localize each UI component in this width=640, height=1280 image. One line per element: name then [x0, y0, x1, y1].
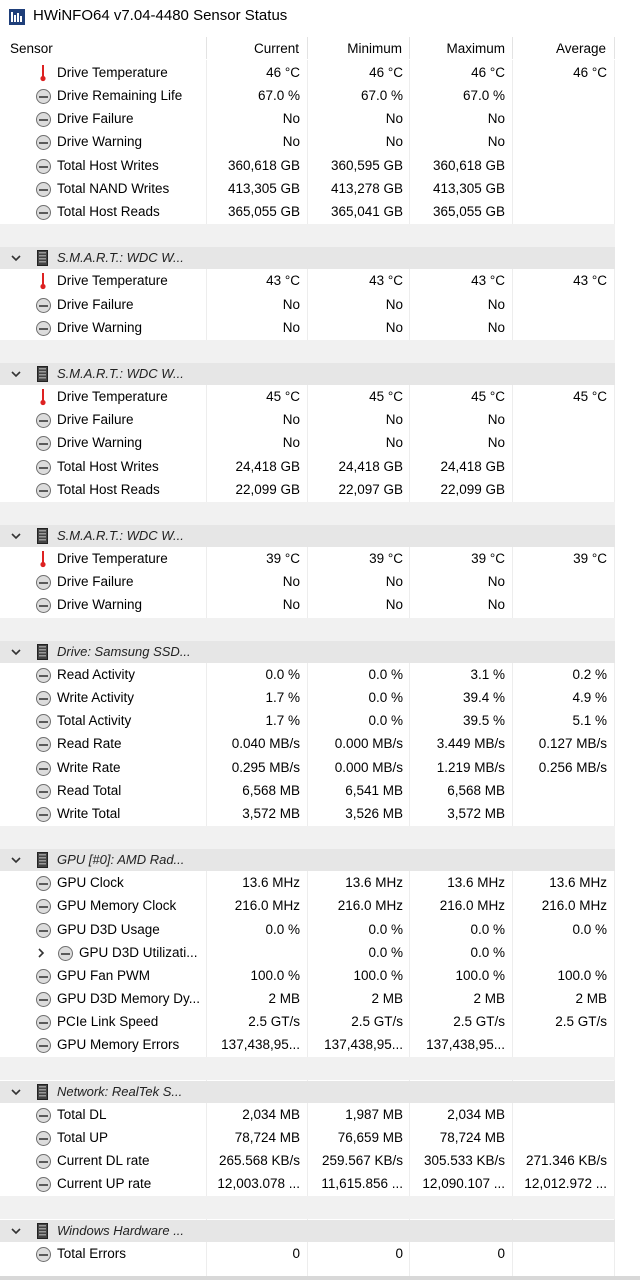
value-maximum: No	[487, 574, 505, 589]
value-minimum: 0.0 %	[368, 713, 403, 728]
value-minimum: 0	[395, 1246, 403, 1261]
sensor-icon	[36, 205, 51, 220]
sensor-label: Total Errors	[57, 1246, 127, 1261]
sensor-label: GPU Fan PWM	[57, 968, 151, 983]
value-minimum: 0.000 MB/s	[334, 736, 403, 751]
header-divider[interactable]	[614, 37, 615, 59]
value-current: 0	[292, 1246, 300, 1261]
value-current: 67.0 %	[257, 88, 300, 103]
hwinfo-app-icon	[9, 9, 25, 25]
value-current: 0.295 MB/s	[231, 760, 300, 775]
value-current: 2 MB	[268, 991, 300, 1006]
sensor-label: GPU D3D Usage	[57, 922, 160, 937]
value-current: 413,305 GB	[227, 181, 300, 196]
value-maximum: 0.0 %	[470, 922, 505, 937]
value-current: 0.0 %	[265, 667, 300, 682]
sensor-label: Write Total	[57, 806, 121, 821]
value-maximum: No	[487, 297, 505, 312]
value-maximum: 100.0 %	[455, 968, 505, 983]
sensor-row[interactable]	[0, 1173, 640, 1196]
value-current: 24,418 GB	[235, 459, 300, 474]
value-minimum: No	[385, 435, 403, 450]
value-maximum: 45 °C	[471, 389, 505, 404]
sensor-label: Total Activity	[57, 713, 132, 728]
value-maximum: 0.0 %	[470, 945, 505, 960]
sensor-row[interactable]	[0, 386, 640, 409]
sensor-icon	[36, 575, 51, 590]
sensor-icon	[58, 946, 73, 961]
value-maximum: 22,099 GB	[440, 482, 505, 497]
value-maximum: No	[487, 597, 505, 612]
value-maximum: 78,724 MB	[439, 1130, 505, 1145]
chevron-down-icon[interactable]	[10, 530, 22, 542]
sensor-icon	[36, 969, 51, 984]
value-current: 137,438,95...	[221, 1037, 300, 1052]
value-minimum: 11,615.856 ...	[321, 1176, 403, 1191]
sensor-label: Drive Temperature	[57, 273, 168, 288]
value-current: 13.6 MHz	[242, 875, 300, 890]
sensor-label: Total Host Writes	[57, 459, 159, 474]
value-average: 12,012.972 ...	[524, 1176, 607, 1191]
value-current: No	[282, 297, 300, 312]
sensor-row[interactable]	[0, 270, 640, 293]
sensor-label: Current UP rate	[57, 1176, 152, 1191]
value-maximum: 2,034 MB	[447, 1107, 505, 1122]
value-maximum: 216.0 MHz	[439, 898, 505, 913]
value-minimum: 6,541 MB	[345, 783, 403, 798]
sensor-icon	[36, 923, 51, 938]
value-average: 5.1 %	[572, 713, 607, 728]
sensor-row[interactable]	[0, 571, 640, 594]
sensor-label: Read Rate	[57, 736, 122, 751]
value-current: 1.7 %	[265, 713, 300, 728]
value-minimum: 45 °C	[369, 389, 403, 404]
value-current: 46 °C	[266, 65, 300, 80]
sensor-label: Drive Remaining Life	[57, 88, 183, 103]
sensor-label: Total DL	[57, 1107, 107, 1122]
sensor-icon	[36, 737, 51, 752]
sensor-row[interactable]	[0, 85, 640, 108]
sensor-group-row[interactable]	[0, 525, 640, 548]
sensor-label: Write Rate	[57, 760, 121, 775]
value-current: No	[282, 597, 300, 612]
value-average: 13.6 MHz	[549, 875, 607, 890]
value-minimum: No	[385, 111, 403, 126]
sensor-label: Drive Warning	[57, 134, 143, 149]
value-current: 22,099 GB	[235, 482, 300, 497]
sensor-icon	[36, 436, 51, 451]
sensor-icon	[36, 182, 51, 197]
value-current: No	[282, 574, 300, 589]
header-current[interactable]: Current	[253, 41, 299, 56]
drive-icon	[37, 1084, 48, 1100]
value-current: 216.0 MHz	[234, 898, 300, 913]
sensor-label: Drive Temperature	[57, 389, 168, 404]
value-minimum: 0.0 %	[368, 945, 403, 960]
thermometer-icon	[40, 550, 46, 568]
sensor-row[interactable]	[0, 294, 640, 317]
value-average: 2.5 GT/s	[555, 1014, 607, 1029]
header-maximum[interactable]: Maximum	[446, 41, 505, 56]
chevron-down-icon[interactable]	[10, 368, 22, 380]
sensor-label: Drive Failure	[57, 574, 134, 589]
sensor-row[interactable]	[0, 664, 640, 687]
thermometer-icon	[40, 64, 46, 82]
sensor-row[interactable]	[0, 155, 640, 178]
value-average: 271.346 KB/s	[525, 1153, 607, 1168]
drive-icon	[37, 852, 48, 868]
value-minimum: 259.567 KB/s	[321, 1153, 403, 1168]
sensor-icon	[36, 413, 51, 428]
value-maximum: 13.6 MHz	[447, 875, 505, 890]
value-minimum: 216.0 MHz	[337, 898, 403, 913]
value-minimum: No	[385, 412, 403, 427]
sensor-icon	[36, 321, 51, 336]
value-minimum: 365,041 GB	[330, 204, 403, 219]
value-minimum: No	[385, 134, 403, 149]
value-average: 0.2 %	[572, 667, 607, 682]
value-current: 0.0 %	[265, 922, 300, 937]
chevron-right-icon[interactable]	[36, 947, 46, 959]
group-spacer	[0, 826, 615, 849]
value-minimum: 0.0 %	[368, 922, 403, 937]
title-bar[interactable]	[0, 0, 640, 33]
value-maximum: 3.1 %	[470, 667, 505, 682]
value-maximum: No	[487, 134, 505, 149]
chevron-down-icon[interactable]	[10, 646, 22, 658]
value-minimum: No	[385, 297, 403, 312]
sensor-row[interactable]	[0, 432, 640, 455]
window-title: HWiNFO64 v7.04-4480 Sensor Status	[33, 7, 288, 24]
sensor-row[interactable]	[0, 201, 640, 224]
value-current: No	[282, 134, 300, 149]
value-minimum: 46 °C	[369, 65, 403, 80]
drive-icon	[37, 1223, 48, 1239]
sensor-row[interactable]	[0, 872, 640, 895]
sensor-row[interactable]	[0, 965, 640, 988]
value-minimum: 22,097 GB	[338, 482, 403, 497]
sensor-row[interactable]	[0, 409, 640, 432]
sensor-icon	[36, 876, 51, 891]
sensor-icon	[36, 460, 51, 475]
sensor-label: Total Host Reads	[57, 482, 160, 497]
group-label: S.M.A.R.T.: WDC W...	[57, 528, 184, 543]
value-maximum: 3,572 MB	[447, 806, 505, 821]
sensor-label: Write Activity	[57, 690, 135, 705]
sensor-row[interactable]	[0, 178, 640, 201]
sensor-label: Drive Warning	[57, 435, 143, 450]
sensor-icon	[36, 1038, 51, 1053]
value-minimum: 2 MB	[371, 991, 403, 1006]
value-average: 45 °C	[573, 389, 607, 404]
group-label: Windows Hardware ...	[57, 1223, 185, 1238]
sensor-row[interactable]	[0, 1243, 640, 1266]
sensor-row[interactable]	[0, 757, 640, 780]
value-minimum: No	[385, 574, 403, 589]
sensor-icon	[36, 691, 51, 706]
sensor-icon	[36, 135, 51, 150]
value-current: 2,034 MB	[242, 1107, 300, 1122]
value-maximum: No	[487, 412, 505, 427]
sensor-label: Total NAND Writes	[57, 181, 170, 196]
value-minimum: 413,278 GB	[330, 181, 403, 196]
value-maximum: 12,090.107 ...	[422, 1176, 505, 1191]
sensor-label: PCIe Link Speed	[57, 1014, 159, 1029]
thermometer-icon	[40, 272, 46, 290]
sensor-row[interactable]	[0, 1127, 640, 1150]
value-minimum: 100.0 %	[353, 968, 403, 983]
sensor-row[interactable]	[0, 780, 640, 803]
value-maximum: 67.0 %	[462, 88, 505, 103]
value-maximum: 39 °C	[471, 551, 505, 566]
value-current: 43 °C	[266, 273, 300, 288]
header-divider[interactable]	[512, 37, 513, 59]
header-divider[interactable]	[307, 37, 308, 59]
sensor-label: Drive Warning	[57, 597, 143, 612]
value-minimum: 1,987 MB	[345, 1107, 403, 1122]
value-current: No	[282, 111, 300, 126]
sensor-group-row[interactable]	[0, 247, 640, 270]
sensor-row[interactable]	[0, 1104, 640, 1127]
value-average: 39 °C	[573, 551, 607, 566]
drive-icon	[37, 644, 48, 660]
sensor-row[interactable]	[0, 1150, 640, 1173]
value-current: 39 °C	[266, 551, 300, 566]
sensor-row[interactable]	[0, 594, 640, 617]
value-minimum: 0.0 %	[368, 690, 403, 705]
value-average: 0.0 %	[572, 922, 607, 937]
value-current: 360,618 GB	[227, 158, 300, 173]
header-minimum[interactable]: Minimum	[347, 41, 402, 56]
sensor-row[interactable]	[0, 548, 640, 571]
sensor-label: GPU Memory Clock	[57, 898, 177, 913]
value-average: 46 °C	[573, 65, 607, 80]
group-spacer	[0, 224, 615, 247]
value-maximum: 360,618 GB	[432, 158, 505, 173]
value-maximum: 2 MB	[473, 991, 505, 1006]
sensor-row[interactable]	[0, 1034, 640, 1057]
value-maximum: 6,568 MB	[447, 783, 505, 798]
sensor-group-row[interactable]	[0, 849, 640, 872]
sensor-icon	[36, 1154, 51, 1169]
value-maximum: No	[487, 111, 505, 126]
sensor-icon	[36, 159, 51, 174]
group-label: GPU [#0]: AMD Rad...	[57, 852, 185, 867]
sensor-icon	[36, 1015, 51, 1030]
sensor-row[interactable]	[0, 895, 640, 918]
value-average: 4.9 %	[572, 690, 607, 705]
value-minimum: 43 °C	[369, 273, 403, 288]
sensor-icon	[36, 807, 51, 822]
sensor-icon	[36, 761, 51, 776]
sensor-row[interactable]	[0, 456, 640, 479]
sensor-row[interactable]	[0, 108, 640, 131]
sensor-row[interactable]	[0, 803, 640, 826]
sensor-icon	[36, 1177, 51, 1192]
sensor-label: Read Activity	[57, 667, 136, 682]
sensor-label: GPU Clock	[57, 875, 124, 890]
header-sensor[interactable]: Sensor	[10, 41, 53, 56]
sensor-label: Drive Temperature	[57, 65, 168, 80]
value-average: 0.256 MB/s	[538, 760, 607, 775]
value-current: 100.0 %	[250, 968, 300, 983]
sensor-label: Total UP	[57, 1130, 109, 1145]
group-spacer	[0, 1057, 615, 1080]
sensor-row[interactable]	[0, 988, 640, 1011]
value-maximum: 39.4 %	[462, 690, 505, 705]
sensor-label: Total Host Writes	[57, 158, 159, 173]
sensor-label: Drive Failure	[57, 111, 134, 126]
value-maximum: No	[487, 320, 505, 335]
value-current: 78,724 MB	[234, 1130, 300, 1145]
sensor-icon	[36, 992, 51, 1007]
sensor-icon	[36, 1247, 51, 1262]
drive-icon	[37, 250, 48, 266]
value-minimum: 67.0 %	[360, 88, 403, 103]
header-divider[interactable]	[409, 37, 410, 59]
value-average: 216.0 MHz	[541, 898, 607, 913]
group-label: S.M.A.R.T.: WDC W...	[57, 366, 184, 381]
sensor-label: Drive Temperature	[57, 551, 168, 566]
sensor-row[interactable]	[0, 710, 640, 733]
sensor-label: Current DL rate	[57, 1153, 150, 1168]
value-current: 1.7 %	[265, 690, 300, 705]
sensor-icon	[36, 899, 51, 914]
value-current: 0.040 MB/s	[231, 736, 300, 751]
value-maximum: 46 °C	[471, 65, 505, 80]
value-current: 45 °C	[266, 389, 300, 404]
value-current: 365,055 GB	[227, 204, 300, 219]
value-current: 6,568 MB	[242, 783, 300, 798]
sensor-icon	[36, 483, 51, 498]
value-minimum: 0.000 MB/s	[334, 760, 403, 775]
value-maximum: 3.449 MB/s	[436, 736, 505, 751]
group-spacer	[0, 340, 615, 363]
sensor-row[interactable]	[0, 131, 640, 154]
value-maximum: 43 °C	[471, 273, 505, 288]
value-maximum: 39.5 %	[462, 713, 505, 728]
value-current: No	[282, 412, 300, 427]
sensor-group-row[interactable]	[0, 1220, 640, 1243]
sensor-icon	[36, 714, 51, 729]
sensor-icon	[36, 89, 51, 104]
sensor-row[interactable]	[0, 687, 640, 710]
value-current: 12,003.078 ...	[217, 1176, 300, 1191]
header-divider[interactable]	[206, 37, 207, 59]
chevron-down-icon[interactable]	[10, 252, 22, 264]
value-minimum: No	[385, 597, 403, 612]
sensor-label: Total Host Reads	[57, 204, 160, 219]
value-current: 3,572 MB	[242, 806, 300, 821]
value-current: 2.5 GT/s	[248, 1014, 300, 1029]
value-maximum: 305.533 KB/s	[423, 1153, 505, 1168]
sensor-icon	[36, 1108, 51, 1123]
sensor-row[interactable]	[0, 733, 640, 756]
sensor-row[interactable]	[0, 1011, 640, 1034]
group-label: Drive: Samsung SSD...	[57, 644, 191, 659]
sensor-icon	[36, 784, 51, 799]
sensor-label: GPU D3D Utilizati...	[79, 945, 198, 960]
value-average: 0.127 MB/s	[538, 736, 607, 751]
value-minimum: 13.6 MHz	[345, 875, 403, 890]
sensor-icon	[36, 298, 51, 313]
group-spacer	[0, 502, 615, 525]
value-average: 43 °C	[573, 273, 607, 288]
sensor-label: Drive Failure	[57, 412, 134, 427]
value-maximum: 0	[497, 1246, 505, 1261]
group-label: S.M.A.R.T.: WDC W...	[57, 250, 184, 265]
column-header	[0, 37, 640, 59]
sensor-icon	[36, 668, 51, 683]
value-maximum: 2.5 GT/s	[453, 1014, 505, 1029]
sensor-icon	[36, 112, 51, 127]
sensor-row[interactable]	[0, 942, 640, 965]
value-average: 2 MB	[575, 991, 607, 1006]
group-spacer	[0, 618, 615, 641]
group-label: Network: RealTek S...	[57, 1084, 183, 1099]
chevron-down-icon[interactable]	[10, 1086, 22, 1098]
chevron-down-icon[interactable]	[10, 854, 22, 866]
sensor-label: Read Total	[57, 783, 122, 798]
drive-icon	[37, 366, 48, 382]
value-maximum: 24,418 GB	[440, 459, 505, 474]
value-maximum: 365,055 GB	[432, 204, 505, 219]
value-minimum: 76,659 MB	[337, 1130, 403, 1145]
header-average[interactable]: Average	[555, 41, 606, 56]
sensor-label: Drive Warning	[57, 320, 143, 335]
sensor-row[interactable]	[0, 919, 640, 942]
value-average: 100.0 %	[557, 968, 607, 983]
sensor-label: Drive Failure	[57, 297, 134, 312]
sensor-row[interactable]	[0, 479, 640, 502]
sensor-icon	[36, 1131, 51, 1146]
value-minimum: No	[385, 320, 403, 335]
value-minimum: 0.0 %	[368, 667, 403, 682]
sensor-group-row[interactable]	[0, 641, 640, 664]
value-minimum: 360,595 GB	[330, 158, 403, 173]
value-minimum: 2.5 GT/s	[351, 1014, 403, 1029]
sensor-group-row[interactable]	[0, 363, 640, 386]
thermometer-icon	[40, 388, 46, 406]
chevron-down-icon[interactable]	[10, 1225, 22, 1237]
sensor-label: GPU D3D Memory Dy...	[57, 991, 201, 1006]
drive-icon	[37, 528, 48, 544]
sensor-icon	[36, 598, 51, 613]
value-current: 265.568 KB/s	[218, 1153, 300, 1168]
value-minimum: 137,438,95...	[324, 1037, 403, 1052]
value-maximum: 137,438,95...	[426, 1037, 505, 1052]
value-maximum: 1.219 MB/s	[436, 760, 505, 775]
group-spacer	[0, 1196, 615, 1219]
value-maximum: 413,305 GB	[432, 181, 505, 196]
sensor-row[interactable]	[0, 317, 640, 340]
sensor-group-row[interactable]	[0, 1081, 640, 1104]
value-current: No	[282, 435, 300, 450]
sensor-row[interactable]	[0, 62, 640, 85]
value-current: No	[282, 320, 300, 335]
value-minimum: 24,418 GB	[338, 459, 403, 474]
sensor-label: GPU Memory Errors	[57, 1037, 180, 1052]
value-minimum: 39 °C	[369, 551, 403, 566]
window-bottom-edge	[0, 1276, 640, 1280]
value-maximum: No	[487, 435, 505, 450]
value-minimum: 3,526 MB	[345, 806, 403, 821]
